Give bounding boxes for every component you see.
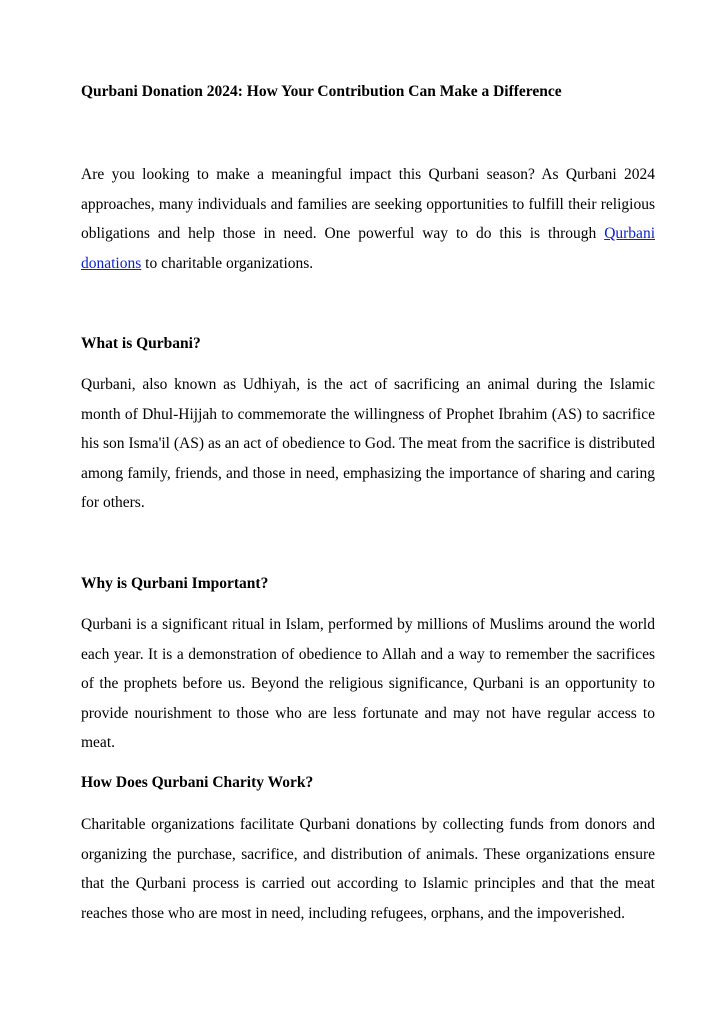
intro-text-after-link: to charitable organizations. [141,254,314,272]
section-body-how-does-qurbani-charity-work: Charitable organizations facilitate Qurbani donations by collecting funds from donors and organizing the purchase, sacrifice, and distribution of animals. These organizations ensure that the Qurbani process is carried out according to Islamic principles and that the meat reaches those who are most in need, including refugees, orphans, and the impoverished. [81,816,655,922]
section-heading-why-is-qurbani-important: Why is Qurbani Important? [81,575,269,592]
intro-text-before-link: Are you looking to make a meaningful impact this Qurbani season? As Qurbani 2024 approaches, many individuals and families are seeking opportunities to fulfill their religious obligations and help those in need. One powerful way to do this is through [81,166,655,242]
section-heading-how-does-qurbani-charity-work: How Does Qurbani Charity Work? [81,774,314,791]
section-body-why-is-qurbani-important: Qurbani is a significant ritual in Islam, performed by millions of Muslims around the world each year. It is a demonstration of obedience to Allah and a way to remember the sacrifices of the prophets before us. Beyond the religious significance, Qurbani is an opportunity to provide nourishment to those who are less fortunate and may not have regular access to meat. [81,616,655,751]
qurbani-donations-link[interactable]: Qurbani donations [81,225,655,272]
document-title: Qurbani Donation 2024: How Your Contribution Can Make a Difference [81,83,562,100]
intro-paragraph [81,160,655,278]
section-body-what-is-qurbani: Qurbani, also known as Udhiyah, is the act of sacrificing an animal during the Islamic month of Dhul-Hijjah to commemorate the willingness of Prophet Ibrahim (AS) to sacrifice his son Isma'il (AS) as an act of obedience to God. The meat from the sacrifice is distributed among family, friends, and those in need, emphasizing the importance of sharing and caring for others. [81,376,655,511]
section-heading-what-is-qurbani: What is Qurbani? [81,335,201,352]
